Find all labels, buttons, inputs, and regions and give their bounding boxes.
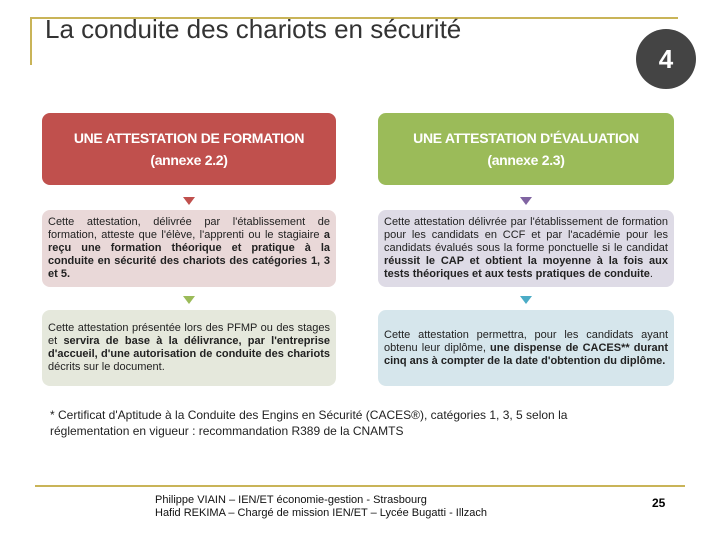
text-bold: servira de base à la délivrance, par l'entreprise d'accueil, d'une autorisation de conduite des chariots <box>48 335 330 360</box>
text: . <box>649 268 653 280</box>
text: Cette attestation, délivrée par l'établissement de formation, atteste que l'élève, l'apprenti ou le stagiaire <box>48 216 330 241</box>
text: Cette attestation délivrée par l'établissement de formation pour les candidats en CCF et par l'académie pour les candidats évalués sous la forme ponctuelle si le candidat <box>384 216 668 254</box>
formation-header-title: UNE ATTESTATION DE FORMATION <box>73 130 305 146</box>
formation-header-annex: (annexe 2.2) <box>150 152 228 168</box>
footer-line-1: Philippe VIAIN – IEN/ET économie-gestion - Strasbourg <box>155 494 427 506</box>
evaluation-box-1 <box>378 210 674 287</box>
arrow-down-icon <box>183 296 195 304</box>
formation-box-1 <box>42 210 336 287</box>
bottom-rule <box>35 485 685 487</box>
text-bold: une dispense de CACES** durant cinq ans à compter de la date d'obtention du diplôme. <box>384 341 669 367</box>
formation-box-2 <box>42 310 336 386</box>
arrow-down-icon <box>183 197 195 205</box>
footnote: * Certificat d'Aptitude à la Conduite des Engins en Sécurité (CACES®), catégories 1, 3, 5 selon la réglementation en vigueur : recommandation R389 de la CNAMTS <box>50 408 568 438</box>
evaluation-box-2 <box>378 310 674 386</box>
text-bold: a reçu une formation théorique et pratique à la conduite en sécurité des chariots des catégories 1, 3 et 5. <box>48 229 330 280</box>
arrow-down-icon <box>520 197 532 205</box>
evaluation-header-title: UNE ATTESTATION D'ÉVALUATION <box>413 130 639 146</box>
page-number: 25 <box>652 496 666 510</box>
footer-line-2: Hafid REKIMA – Chargé de mission IEN/ET – Lycée Bugatti - Illzach <box>155 507 487 519</box>
text-bold: réussit le CAP et obtient la moyenne à la fois aux tests théoriques et aux tests pratiques de conduite <box>384 255 668 280</box>
text: Cette attestation permettra, pour les candidats ayant obtenu leur diplôme, <box>384 328 668 354</box>
evaluation-header <box>378 113 674 185</box>
text: décrits sur le document. <box>48 361 165 373</box>
footer-authors <box>155 494 487 520</box>
evaluation-header-annex: (annexe 2.3) <box>487 152 565 168</box>
formation-header <box>42 113 336 185</box>
slide-number-badge: 4 <box>636 29 696 89</box>
left-rule <box>30 17 32 65</box>
arrow-down-icon <box>520 296 532 304</box>
text: Cette attestation présentée lors des PFMP ou des stages et <box>48 322 330 347</box>
slide-title: La conduite des chariots en sécurité <box>45 14 462 44</box>
